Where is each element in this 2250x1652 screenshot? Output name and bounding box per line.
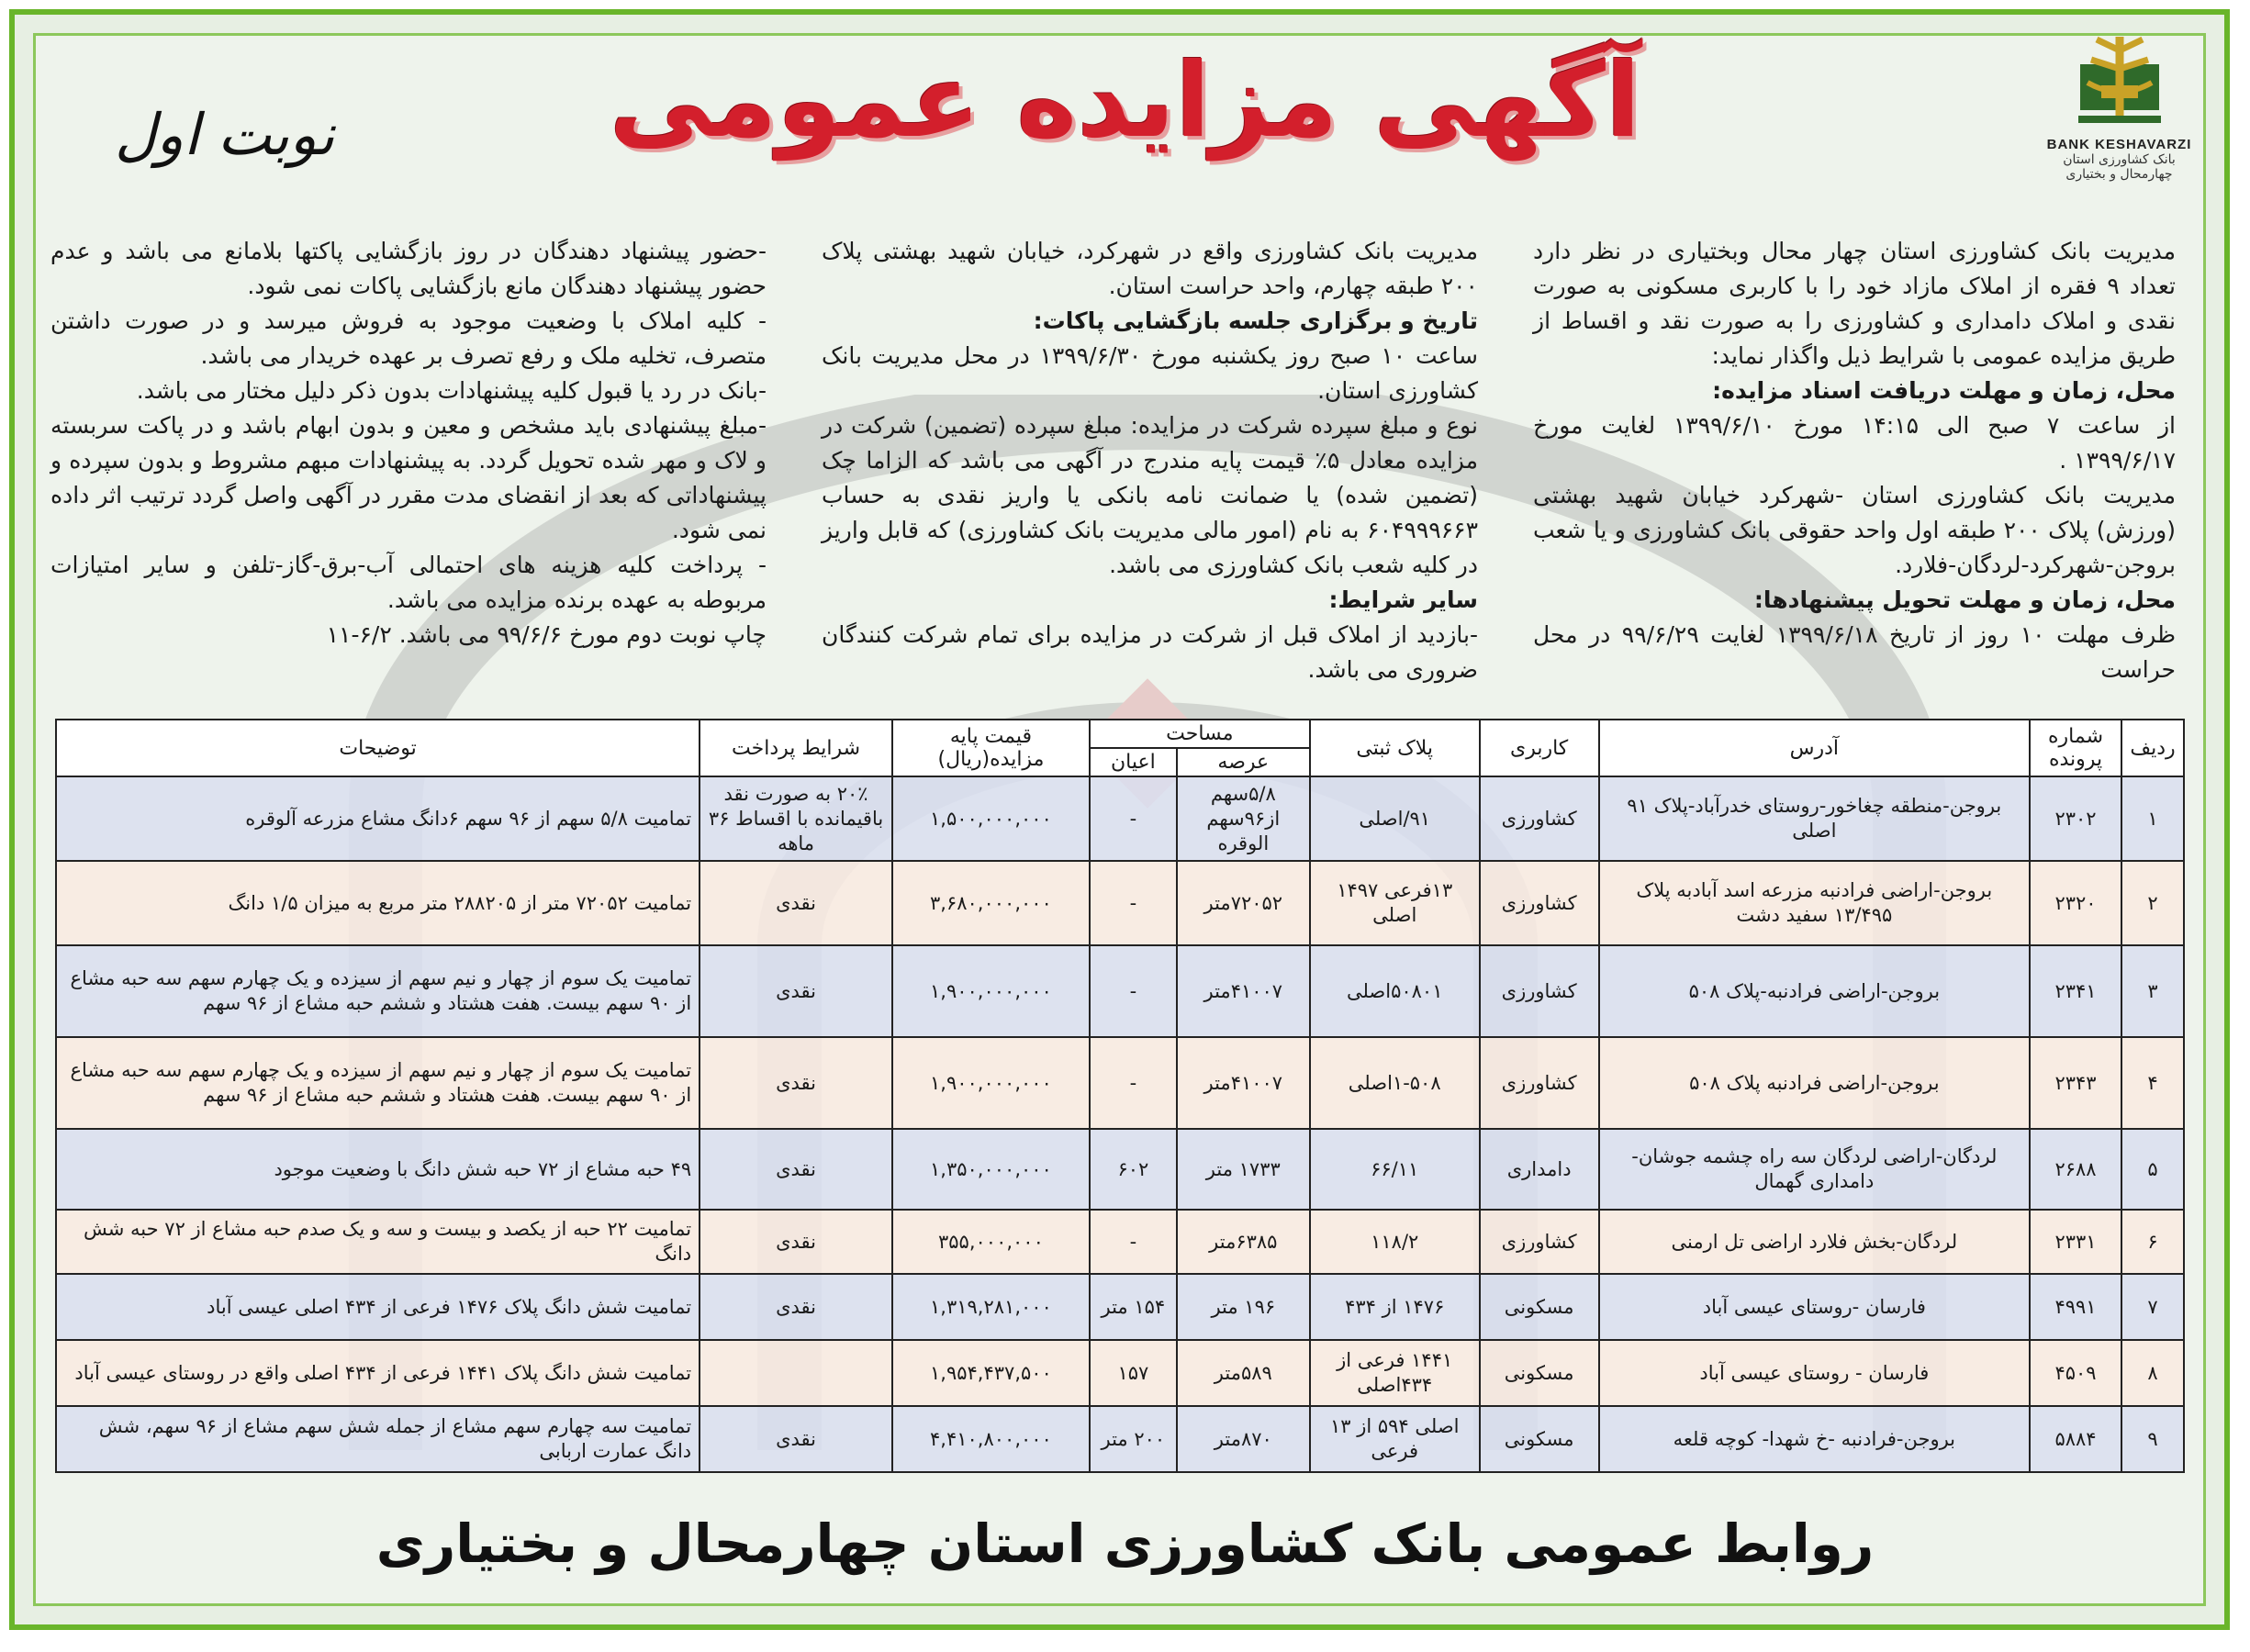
cell-desc: تمامیت سه چهارم سهم مشاع از جمله شش سهم مشاع از ۹۶ سهم، شش دانگ عمارت اربابی: [56, 1406, 700, 1472]
table-row: [56, 1406, 2184, 1472]
cell-land: ۸۷۰متر: [1177, 1406, 1310, 1472]
cell-building: -: [1090, 861, 1177, 945]
cell-payment: نقدی: [700, 1210, 892, 1274]
paragraph: -بانک در رد یا قبول کلیه پیشنهادات بدون ذکر دلیل مختار می باشد.: [136, 377, 767, 404]
cell-payment: نقدی: [700, 1129, 892, 1210]
cell-row-no: ۹: [2121, 1406, 2184, 1472]
paragraph: از ساعت ۷ صبح الی ۱۴:۱۵ مورخ ۱۳۹۹/۶/۱۰ لغایت مورخ ۱۳۹۹/۶/۱۷ .: [1533, 412, 2176, 474]
header-payment: شرایط پرداخت: [700, 720, 892, 776]
cell-payment: نقدی: [700, 1037, 892, 1129]
header-address: آدرس: [1599, 720, 2030, 776]
paragraph: مدیریت بانک کشاورزی استان چهار محال وبختیاری در نظر دارد تعداد ۹ فقره از املاک مازاد خود را با کاربری مسکونی به صورت نقدی و املاک دامداری و کشاورزی را به صورت نقد و اقساط از طریق مزایده عمومی با شرایط ذیل واگذار نماید:: [1533, 238, 2176, 369]
table-row: [56, 1340, 2184, 1406]
cell-file-no: ۲۶۸۸: [2030, 1129, 2121, 1210]
header-file-no: شماره پرونده: [2030, 720, 2121, 776]
header-base-price: قیمت پایه مزایده(ریال): [892, 720, 1090, 776]
cell-building: ۶۰۲: [1090, 1129, 1177, 1210]
cell-desc: تمامیت یک سوم از چهار و نیم سهم از سیزده و یک چهارم سهم سه حبه مشاع از ۹۰ سهم بیست. هفت هشتاد و ششم حبه مشاع از ۹۶ سهم: [56, 1037, 700, 1129]
cell-row-no: ۳: [2121, 945, 2184, 1037]
bank-subtitle-fa: بانک کشاورزی استان چهارمحال و بختیاری: [2063, 152, 2176, 182]
cell-building: ۱۵۴ متر: [1090, 1274, 1177, 1340]
cell-address: بروجن-اراضی فرادنبه مزرعه اسد آبادبه پلاک ۱۳/۴۹۵ سفید دشت: [1599, 861, 2030, 945]
auction-table: [55, 719, 2185, 1473]
paragraph: ظرف مهلت ۱۰ روز از تاریخ ۱۳۹۹/۶/۱۸ لغایت ۹۹/۶/۲۹ در محل حراست: [1533, 621, 2176, 683]
cell-address: فارسان -روستای عیسی آباد: [1599, 1274, 2030, 1340]
cell-usage: کشاورزی: [1480, 861, 1599, 945]
print-date-note: چاپ نوبت دوم مورخ ۹۹/۶/۶ می باشد. ۶/۲-۱۱: [326, 621, 767, 648]
cell-price: ۳,۶۸۰,۰۰۰,۰۰۰: [892, 861, 1090, 945]
cell-desc: تمامیت ۵/۸ سهم از ۹۶ سهم ۶دانگ مشاع مزرعه آلوقره: [56, 776, 700, 861]
header-row-no: ردیف: [2121, 720, 2184, 776]
header-building: اعیان: [1090, 748, 1177, 776]
cell-desc: ۴۹ حبه مشاع از ۷۲ حبه شش دانگ با وضعیت موجود: [56, 1129, 700, 1210]
paragraph: نوع و مبلغ سپرده شرکت در مزایده: مبلغ سپرده (تضمین) شرکت در مزایده معادل ۵٪ قیمت پایه مندرج در آگهی می باشد که الزاما چک (تضمین شده) یا ضمانت نامه بانکی یا واریز نقدی به حساب ۶۰۴۹۹۹۶۶۳ به نام (امور مالی مدیریت بانک کشاورزی) که قابل واریز در کلیه شعب بانک کشاورزی می باشد.: [822, 412, 1478, 578]
cell-price: ۴,۴۱۰,۸۰۰,۰۰۰: [892, 1406, 1090, 1472]
cell-file-no: ۲۳۴۱: [2030, 945, 2121, 1037]
cell-desc: تمامیت ۲۲ حبه از یکصد و بیست و سه و یک صدم حبه مشاع از ۷۲ حبه شش دانگ: [56, 1210, 700, 1274]
table-row: [56, 776, 2184, 861]
cell-desc: تمامیت یک سوم از چهار و نیم سهم از سیزده و یک چهارم سهم سه حبه مشاع از ۹۰ سهم بیست. هفت هشتاد و ششم حبه مشاع از ۹۶ سهم: [56, 945, 700, 1037]
paragraph: ساعت ۱۰ صبح روز یکشنبه مورخ ۱۳۹۹/۶/۳۰ در محل مدیریت بانک کشاورزی استان.: [822, 342, 1479, 404]
cell-row-no: ۵: [2121, 1129, 2184, 1210]
header-land: عرصه: [1177, 748, 1310, 776]
round-label: نوبت اول: [115, 101, 335, 168]
cell-price: ۳۵۵,۰۰۰,۰۰۰: [892, 1210, 1090, 1274]
notice-column-1: [1533, 234, 2176, 693]
cell-land: ۶۳۸۵متر: [1177, 1210, 1310, 1274]
cell-file-no: ۴۵۰۹: [2030, 1340, 2121, 1406]
cell-row-no: ۱: [2121, 776, 2184, 861]
notice-column-3: [50, 234, 767, 693]
paragraph: -بازدید از املاک قبل از شرکت در مزایده برای تمام شرکت کنندگان ضروری می باشد.: [822, 621, 1478, 683]
table-row: [56, 1129, 2184, 1210]
notice-columns: [50, 234, 2176, 693]
section-heading: تاریخ و برگزاری جلسه بازگشایی پاکات:: [1033, 307, 1478, 334]
paragraph: -مبلغ پیشنهادی باید مشخص و معین و بدون ابهام باشد و در پاکت سربسته و لاک و مهر شده تحویل گردد. به پیشنهادات مبهم مشروط و بدون سپرده و پیشنهاداتی که بعد از انقضای مدت مقرر در آگهی واصل گردد ترتیب اثر داده نمی شود.: [50, 412, 767, 543]
cell-land: ۷۲۰۵۲متر: [1177, 861, 1310, 945]
cell-usage: کشاورزی: [1480, 1210, 1599, 1274]
cell-price: ۱,۵۰۰,۰۰۰,۰۰۰: [892, 776, 1090, 861]
cell-land: ۵۸۹متر: [1177, 1340, 1310, 1406]
cell-land: ۴۱۰۰۷متر: [1177, 945, 1310, 1037]
cell-plate: ۱۱۸/۲: [1310, 1210, 1480, 1274]
cell-usage: مسکونی: [1480, 1274, 1599, 1340]
cell-land: ۵/۸سهم از۹۶سهم الوقره: [1177, 776, 1310, 861]
table-header-row: [56, 720, 2184, 748]
cell-building: ۱۵۷: [1090, 1340, 1177, 1406]
cell-building: -: [1090, 945, 1177, 1037]
footer-signature: روابط عمومی بانک کشاورزی استان چهارمحال و بختیاری: [375, 1512, 1875, 1575]
cell-land: ۱۷۳۳ متر: [1177, 1129, 1310, 1210]
page-title: آگهی مزایده عمومی: [609, 41, 1641, 161]
table-row: [56, 945, 2184, 1037]
cell-row-no: ۶: [2121, 1210, 2184, 1274]
cell-file-no: ۲۳۲۰: [2030, 861, 2121, 945]
table-row: [56, 1037, 2184, 1129]
header-usage: کاربری: [1480, 720, 1599, 776]
cell-row-no: ۲: [2121, 861, 2184, 945]
section-heading: محل، زمان و مهلت دریافت اسناد مزایده:: [1712, 377, 2176, 404]
cell-price: ۱,۹۰۰,۰۰۰,۰۰۰: [892, 945, 1090, 1037]
cell-usage: مسکونی: [1480, 1340, 1599, 1406]
cell-price: ۱,۳۵۰,۰۰۰,۰۰۰: [892, 1129, 1090, 1210]
cell-address: بروجن-منطقه چغاخور-روستای خدرآباد-پلاک ۹۱ اصلی: [1599, 776, 2030, 861]
cell-file-no: ۴۹۹۱: [2030, 1274, 2121, 1340]
cell-file-no: ۵۸۸۴: [2030, 1406, 2121, 1472]
section-heading: محل، زمان و مهلت تحویل پیشنهادها:: [1753, 586, 2176, 613]
header-desc: توضیحات: [56, 720, 700, 776]
paragraph: - کلیه املاک با وضعیت موجود به فروش میرسد و در صورت داشتن متصرف، تخلیه ملک و رفع تصرف بر عهده خریدار می باشد.: [50, 307, 767, 369]
cell-price: ۱,۹۰۰,۰۰۰,۰۰۰: [892, 1037, 1090, 1129]
cell-plate: ۱-۵۰۸اصلی: [1310, 1037, 1480, 1129]
cell-address: لردگان-بخش فلارد اراضی تل ارمنی: [1599, 1210, 2030, 1274]
cell-plate: ۱۴۴۱ فرعی از ۴۳۴اصلی: [1310, 1340, 1480, 1406]
cell-row-no: ۷: [2121, 1274, 2184, 1340]
cell-address: فارسان - روستای عیسی آباد: [1599, 1340, 2030, 1406]
cell-land: ۴۱۰۰۷متر: [1177, 1037, 1310, 1129]
cell-file-no: ۲۳۰۲: [2030, 776, 2121, 861]
section-heading: سایر شرایط:: [1328, 586, 1478, 613]
cell-building: ۲۰۰ متر: [1090, 1406, 1177, 1472]
cell-plate: ۱۳فرعی ۱۴۹۷ اصلی: [1310, 861, 1480, 945]
cell-payment: نقدی: [700, 945, 892, 1037]
cell-land: ۱۹۶ متر: [1177, 1274, 1310, 1340]
cell-address: بروجن-اراضی فرادنبه پلاک ۵۰۸: [1599, 1037, 2030, 1129]
paragraph: مدیریت بانک کشاورزی واقع در شهرکرد، خیابان شهید بهشتی پلاک ۲۰۰ طبقه چهارم، واحد حراست استان.: [822, 238, 1478, 299]
cell-plate: ۶۶/۱۱: [1310, 1129, 1480, 1210]
cell-plate: ۵۰۸۰۱اصلی: [1310, 945, 1480, 1037]
cell-desc: تمامیت ۷۲۰۵۲ متر از ۲۸۸۲۰۵ متر مربع به میزان ۱/۵ دانگ: [56, 861, 700, 945]
paragraph: - پرداخت کلیه هزینه های احتمالی آب-برق-گاز-تلفن و سایر امتیازات مربوطه به عهده برنده مزایده می باشد.: [50, 552, 767, 613]
table-row: [56, 1274, 2184, 1340]
cell-file-no: ۲۳۴۳: [2030, 1037, 2121, 1129]
cell-usage: دامداری: [1480, 1129, 1599, 1210]
cell-building: -: [1090, 776, 1177, 861]
notice-column-2: [822, 234, 1478, 693]
cell-plate: ۱۴۷۶ از ۴۳۴: [1310, 1274, 1480, 1340]
bank-name-en: BANK KESHAVARZI: [2046, 137, 2192, 152]
cell-address: بروجن-اراضی فرادنبه-پلاک ۵۰۸: [1599, 945, 2030, 1037]
cell-address: بروجن-فرادنبه -خ شهدا- کوچه قلعه: [1599, 1406, 2030, 1472]
table-row: [56, 861, 2184, 945]
cell-plate: اصلی ۵۹۴ از ۱۳ فرعی: [1310, 1406, 1480, 1472]
cell-desc: تمامیت شش دانگ پلاک ۱۴۷۶ فرعی از ۴۳۴ اصلی عیسی آباد: [56, 1274, 700, 1340]
cell-usage: کشاورزی: [1480, 1037, 1599, 1129]
cell-desc: تمامیت شش دانگ پلاک ۱۴۴۱ فرعی از ۴۳۴ اصلی واقع در روستای عیسی آباد: [56, 1340, 700, 1406]
paragraph: -حضور پیشنهاد دهندگان در روز بازگشایی پاکتها بلامانع می باشد و عدم حضور پیشنهاد دهندگان مانع بازگشایی پاکات نمی شود.: [50, 238, 767, 299]
cell-building: -: [1090, 1210, 1177, 1274]
cell-row-no: ۴: [2121, 1037, 2184, 1129]
cell-building: -: [1090, 1037, 1177, 1129]
cell-usage: مسکونی: [1480, 1406, 1599, 1472]
cell-payment: ۲۰٪ به صورت نقد باقیمانده با اقساط ۳۶ ماهه: [700, 776, 892, 861]
cell-price: ۱,۹۵۴,۴۳۷,۵۰۰: [892, 1340, 1090, 1406]
cell-payment: نقدی: [700, 1406, 892, 1472]
paragraph: مدیریت بانک کشاورزی استان -شهرکرد خیابان شهید بهشتی (ورزش) پلاک ۲۰۰ طبقه اول واحد حقوقی بانک کشاورزی و یا شعب بروجن-شهرکرد-لردگان-فلارد.: [1533, 482, 2176, 578]
cell-usage: کشاورزی: [1480, 945, 1599, 1037]
cell-usage: کشاورزی: [1480, 776, 1599, 861]
cell-price: ۱,۳۱۹,۲۸۱,۰۰۰: [892, 1274, 1090, 1340]
cell-address: لردگان-اراضی لردگان سه راه چشمه جوشان- دامداری گهمال: [1599, 1129, 2030, 1210]
header-area: مساحت: [1090, 720, 1310, 748]
cell-payment: نقدی: [700, 861, 892, 945]
cell-plate: ۹۱/اصلی: [1310, 776, 1480, 861]
cell-file-no: ۲۳۳۱: [2030, 1210, 2121, 1274]
cell-payment: [700, 1340, 892, 1406]
table-row: [56, 1210, 2184, 1274]
cell-row-no: ۸: [2121, 1340, 2184, 1406]
cell-payment: نقدی: [700, 1274, 892, 1340]
header-plate: پلاک ثبتی: [1310, 720, 1480, 776]
